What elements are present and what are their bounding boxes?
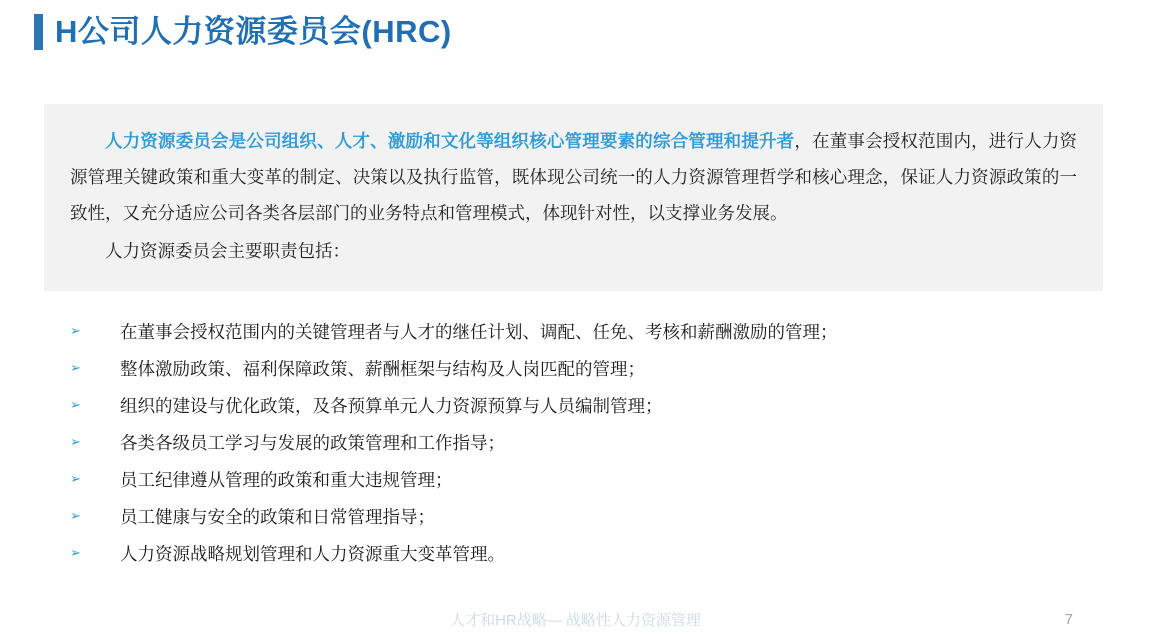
list-item <box>70 319 1111 345</box>
list-item-label: 员工纪律遵从管理的政策和重大违规管理； <box>120 469 453 490</box>
arrow-bullet-icon: ➢ <box>70 323 81 339</box>
arrow-bullet-icon: ➢ <box>70 545 81 561</box>
arrow-bullet-icon: ➢ <box>70 434 81 450</box>
page-title: H公司人力资源委员会(HRC) <box>55 13 452 49</box>
list-item <box>70 430 1111 456</box>
list-item <box>70 541 1111 567</box>
list-item <box>70 504 1111 530</box>
arrow-bullet-icon: ➢ <box>70 397 81 413</box>
list-item-label: 人力资源战略规划管理和人力资源重大变革管理。 <box>120 543 505 564</box>
arrow-bullet-icon: ➢ <box>70 508 81 524</box>
intro-panel <box>44 104 1103 291</box>
list-item-label: 组织的建设与优化政策，及各预算单元人力资源预算与人员编制管理； <box>120 395 663 416</box>
list-item <box>70 356 1111 382</box>
list-item-label: 员工健康与安全的政策和日常管理指导； <box>120 506 435 527</box>
footer-title: 人才和HR战略— 战略性人力资源管理 <box>450 611 701 629</box>
list-item-label: 在董事会授权范围内的关键管理者与人才的继任计划、调配、任免、考核和薪酬激励的管理； <box>120 321 838 342</box>
list-item <box>70 393 1111 419</box>
page-title-row <box>0 0 1151 50</box>
intro-body: ，在董事会授权范围内，进行人力资源管理关键政策和重大变革的制定、决策以及执行监管，既体现公司统一的人力资源管理哲学和核心理念，保证人力资源政策的一致性，又充分适应公司各类各层部门的业务特点和管理模式，体现针对性，以支撑业务发展。 <box>70 131 1077 223</box>
intro-paragraph <box>70 124 1077 232</box>
arrow-bullet-icon: ➢ <box>70 360 81 376</box>
page-number: 7 <box>1064 610 1073 628</box>
list-item-label: 各类各级员工学习与发展的政策管理和工作指导； <box>120 432 505 453</box>
arrow-bullet-icon: ➢ <box>70 471 81 487</box>
slide-footer <box>0 607 1151 631</box>
list-item-label: 整体激励政策、福利保障政策、薪酬框架与结构及人岗匹配的管理； <box>120 358 645 379</box>
responsibility-list <box>0 319 1151 567</box>
intro-lead-in: 人力资源委员会主要职责包括： <box>105 240 350 261</box>
list-item <box>70 467 1111 493</box>
intro-highlight: 人力资源委员会是公司组织、人才、激励和文化等组织核心管理要素的综合管理和提升者 <box>105 131 795 151</box>
title-accent-bar <box>34 14 43 50</box>
